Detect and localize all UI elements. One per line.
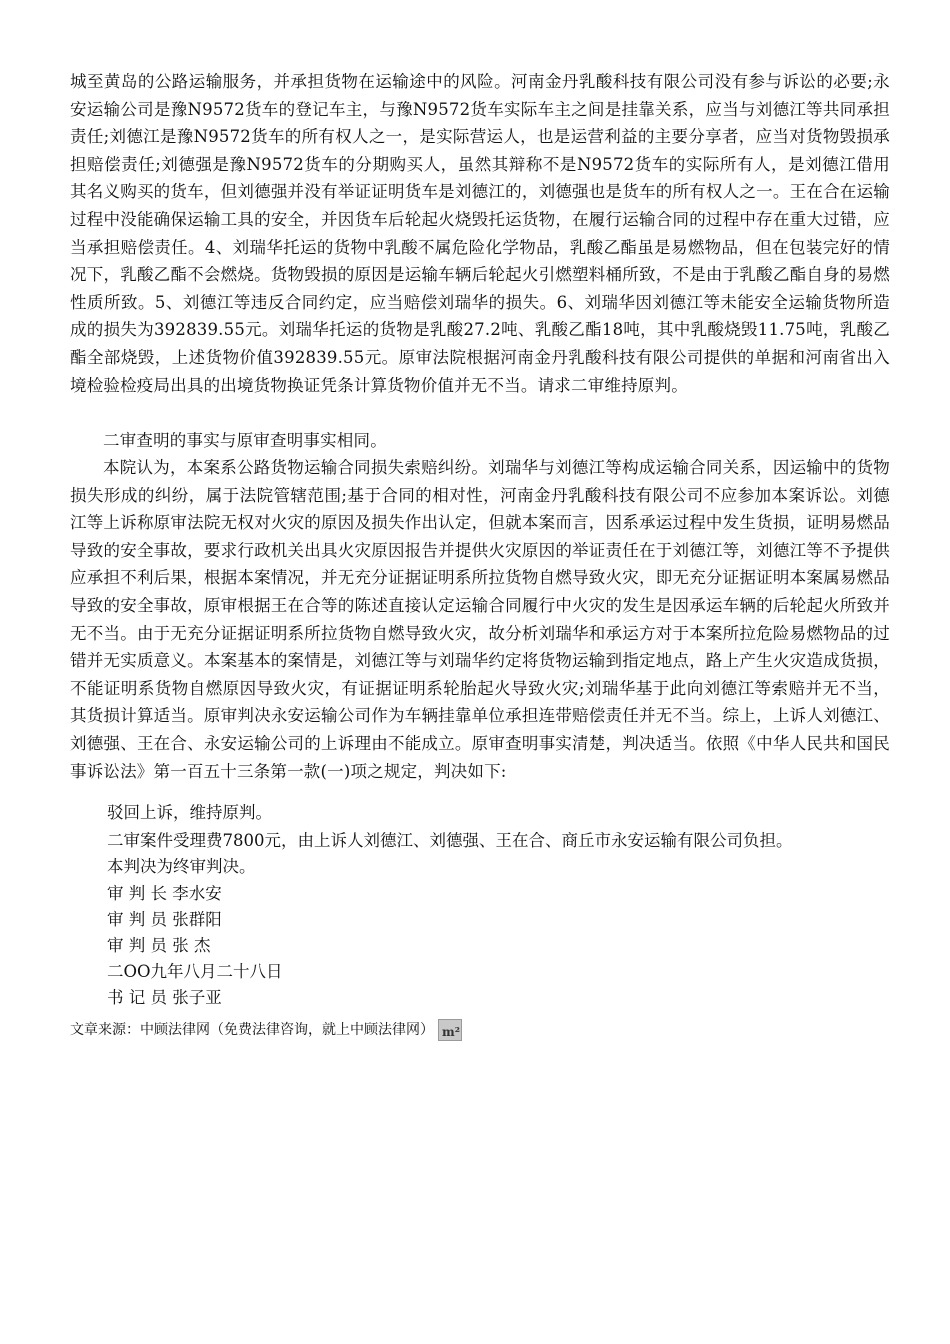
judgment-ruling: 驳回上诉，维持原判。 xyxy=(107,803,272,822)
site-logo-icon[interactable]: m² xyxy=(438,1019,462,1041)
judge-1: 审 判 员 张群阳 xyxy=(107,910,222,929)
presiding-judge: 审 判 长 李水安 xyxy=(107,884,222,903)
judgment-finality: 本判决为终审判决。 xyxy=(107,857,256,876)
article-source-text: 文章来源：中顾法律网（免费法律咨询，就上中顾法律网） xyxy=(70,1022,434,1038)
court-clerk: 书 记 员 张子亚 xyxy=(107,988,222,1007)
judgment-fee: 二审案件受理费7800元，由上诉人刘德江、刘德强、王在合、商丘市永安运输有限公司负担。 xyxy=(107,831,793,850)
judgment-date: 二ОО九年八月二十八日 xyxy=(107,962,283,981)
judgment-paragraph-facts: 二审查明的事实与原审查明事实相同。 xyxy=(103,431,387,450)
judge-2: 审 判 员 张 杰 xyxy=(107,936,211,955)
judgment-paragraph-appellee-arguments: 城至黄岛的公路运输服务，并承担货物在运输途中的风险。河南金丹乳酸科技有限公司没有参与诉讼的必要;永安运输公司是豫N9572货车的登记车主，与豫N9572货车实际车主之间是挂靠关系，应当与刘德江等共同承担责任;刘德江是豫N9572货车的所有权人之一，是实际营运人，也是运营利益的主要分享者，应当对货物毁损承担赔偿责任;刘德强是豫N9572货车的分期购买人，虽然其辩称不是N9572货车的实际所有人，是刘德江借用其名义购买的货车，但刘德强并没有举证证明货车是刘德江的，刘德强也是货车的所有权人之一。王在合在运输过程中没能确保运输工具的安全，并因货车后轮起火烧毁托运货物，在履行运输合同的过程中存在重大过错，应当承担赔偿责任。4、刘瑞华托运的货物中乳酸不属危险化学物品，乳酸乙酯虽是易燃物品，但在包装完好的情况下，乳酸乙酯不会燃烧。货物毁损的原因是运输车辆后轮起火引燃塑料桶所致，不是由于乳酸乙酯自身的易燃性质所致。5、刘德江等违反合同约定，应当赔偿刘瑞华的损失。6、刘瑞华因刘德江等未能安全运输货物所造成的损失为392839.55元。刘瑞华托运的货物是乳酸27.2吨、乳酸乙酯18吨，其中乳酸烧毁11.75吨，乳酸乙酯全部烧毁，上述货物价值392839.55元。原审法院根据河南金丹乳酸科技有限公司提供的单据和河南省出入境检验检疫局出具的出境货物换证凭条计算货物价值并无不当。请求二审维持原判。 xyxy=(70,72,890,395)
judgment-paragraph-court-opinion: 本院认为，本案系公路货物运输合同损失索赔纠纷。刘瑞华与刘德江等构成运输合同关系，因运输中的货物损失形成的纠纷，属于法院管辖范围;基于合同的相对性，河南金丹乳酸科技有限公司不应参加本案诉讼。刘德江等上诉称原审法院无权对火灾的原因及损失作出认定，但就本案而言，因系承运过程中发生货损，证明易燃品导致的安全事故，要求行政机关出具火灾原因报告并提供火灾原因的举证责任在于刘德江等，刘德江等不予提供应承担不利后果，根据本案情况，并无充分证据证明系所拉货物自燃导致火灾，即无充分证据证明本案属易燃品导致的安全事故，原审根据王在合等的陈述直接认定运输合同履行中火灾的发生是因承运车辆的后轮起火所致并无不当。由于无充分证据证明系所拉货物自燃导致火灾，故分析刘瑞华和承运方对于本案所拉危险易燃物品的过错并无实质意义。本案基本的案情是，刘德江等与刘瑞华约定将货物运输到指定地点，路上产生火灾造成货损，不能证明系货物自燃原因导致火灾，有证据证明系轮胎起火导致火灾;刘瑞华基于此向刘德江等索赔并无不当，其货损计算适当。原审判决永安运输公司作为车辆挂靠单位承担连带赔偿责任并无不当。综上，上诉人刘德江、刘德强、王在合、永安运输公司的上诉理由不能成立。原审查明事实清楚，判决适当。依照《中华人民共和国民事诉讼法》第一百五十三条第一款(一)项之规定，判决如下: xyxy=(70,458,890,781)
article-source xyxy=(70,1019,462,1041)
